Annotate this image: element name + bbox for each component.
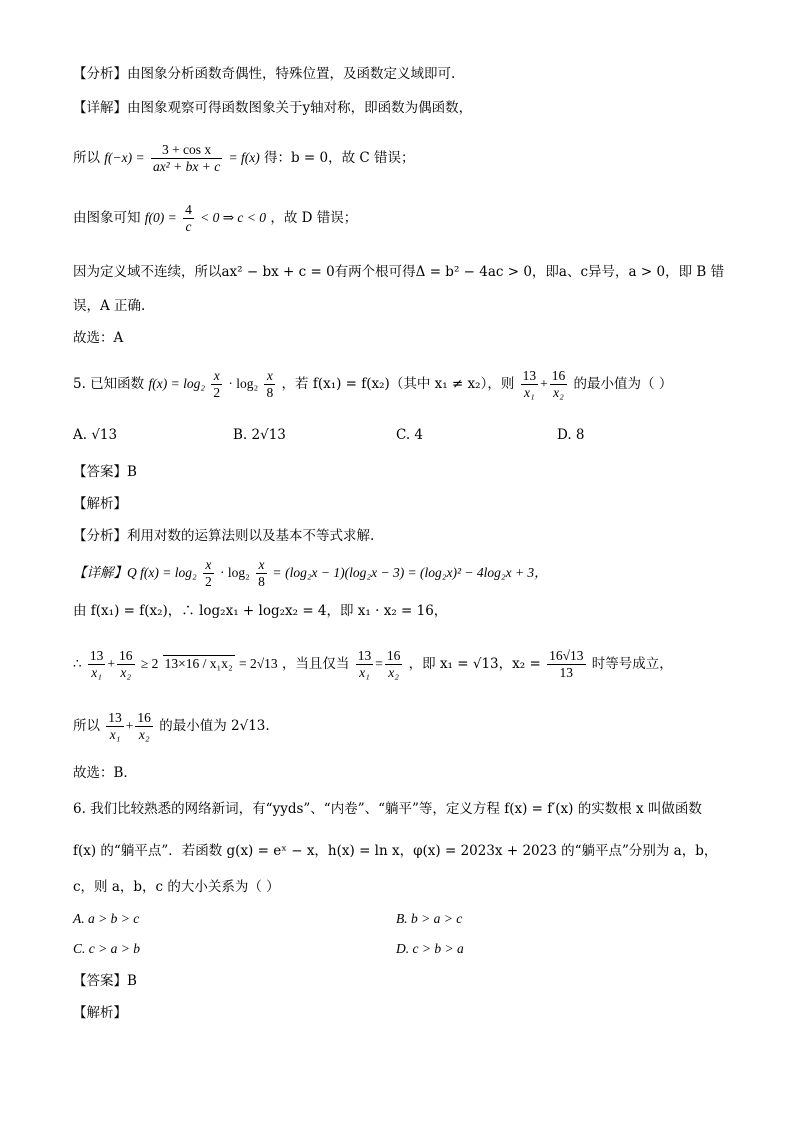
fraction-numerator: 16 [119, 648, 133, 663]
fraction-denominator: 13 [559, 665, 574, 680]
fraction-13-x1 [521, 368, 539, 401]
option-5c[interactable]: C. 4 [396, 427, 424, 443]
fraction-denominator: x₂ [138, 727, 150, 742]
analysis-5: 【分析】利用对数的运算法则以及基本不等式求解. [73, 528, 375, 544]
fraction-16-x2 [117, 648, 135, 681]
text-prefix: 所以 [73, 150, 100, 166]
formula-feq: = f(x) [228, 150, 260, 165]
geq-sign: ≥ 2 [140, 656, 159, 671]
text-suffix: 的最小值为 2√13. [159, 718, 270, 734]
fraction-16-x2 [385, 648, 403, 681]
fraction-denominator: x₁ [109, 727, 121, 742]
fraction-numerator: x [211, 368, 222, 385]
fraction-numerator: 3 + cos x [151, 142, 222, 159]
text-suffix: 得：b = 0，故 C 错误； [264, 150, 415, 166]
solution-header-5: 【解析】 [73, 496, 127, 512]
line-analysis-4: 【分析】由图象分析函数奇偶性，特殊位置，及函数定义域即可. [73, 66, 456, 82]
fraction-denominator: 2 [204, 574, 212, 589]
fraction-denominator: 8 [266, 385, 274, 400]
fraction-denominator: x₂ [553, 385, 564, 400]
fraction-cos [151, 142, 222, 175]
fraction-x-2 [203, 557, 214, 590]
text-suffix: ，故 D 错误； [270, 210, 358, 226]
fraction-16-x2 [135, 710, 153, 743]
fraction-numerator: 16 [137, 710, 151, 725]
fraction-denominator: ax² + bx + c [152, 159, 221, 174]
fraction-denominator: c [185, 219, 192, 234]
fraction-13-x1 [356, 648, 374, 681]
fraction-denominator: x₁ [91, 665, 102, 680]
formula-f0-post: < 0 ⇒ c < 0 [200, 210, 267, 225]
fraction-16sqrt13-13 [547, 648, 585, 681]
line-formula-fneg [73, 138, 415, 178]
question-5 [73, 364, 672, 404]
option-6b[interactable]: B. b > a > c [396, 911, 463, 926]
fraction-denominator: x₁ [359, 665, 370, 680]
text-prefix: 所以 [73, 718, 100, 734]
fraction-numerator: 13 [89, 648, 104, 663]
fraction-numerator: x [264, 368, 275, 385]
fraction-x-2 [211, 368, 222, 401]
fraction-denominator: x₂ [120, 665, 132, 680]
text-equality: 时等号成立， [591, 656, 673, 672]
question-prefix: 5. 已知函数 [73, 376, 145, 392]
line-inequality [73, 642, 673, 686]
question-6-line-1: 6. 我们比较熟悉的网络新词，有“yyds”、“内卷”、“躺平”等，定义方程 f(x) = f′(x) 的实数根 x 叫做函数 [73, 801, 702, 817]
sqrt-expression: 13×16 / x₁x₂ [164, 656, 233, 671]
fraction-numerator: x [203, 557, 214, 574]
equals-2sqrt13: = 2√13 [238, 656, 278, 671]
formula-dotlog: · log₂ [228, 376, 259, 391]
fraction-denominator: 2 [213, 385, 221, 400]
option-6d[interactable]: D. c > b > a [396, 941, 464, 956]
formula-fneg: f(−x) = [104, 150, 145, 165]
option-5a[interactable]: A. √13 [73, 427, 118, 443]
fraction-numerator: 16√13 [549, 648, 584, 663]
text-values: ，即 x₁ = √13，x₂ = [408, 656, 541, 672]
plus-sign: + [107, 656, 116, 671]
formula-dotlog: · log₂ [220, 565, 250, 580]
formula-detail-pre: 【详解】Q f(x) = log₂ [73, 565, 197, 580]
formula-f0: f(0) = [144, 210, 177, 225]
fraction-numerator: 16 [386, 648, 401, 663]
detail-5 [73, 553, 548, 593]
plus-sign: + [540, 376, 548, 391]
plus-sign: + [125, 718, 134, 733]
fraction-13-x1 [106, 710, 124, 743]
line-detail-4: 【详解】由图象观察可得函数图象关于y轴对称，即函数为偶函数， [73, 100, 473, 116]
question-mid: ，若 f(x₁) = f(x₂)（其中 x₁ ≠ x₂），则 [281, 376, 515, 392]
fraction-x-8 [256, 557, 267, 590]
line-conclusion: 误，A 正确. [73, 298, 146, 314]
fraction-13-x1 [88, 648, 106, 681]
option-5b[interactable]: B. 2√13 [233, 427, 286, 443]
line-domain: 因为定义域不连续，所以ax² − bx + c = 0有两个根可得Δ = b² − 4ac > 0，即a、c异号，a > 0，即 B 错 [73, 264, 725, 280]
line-product: 由 f(x₁) = f(x₂)，∴ log₂x₁ + log₂x₂ = 4，即 x₁ · x₂ = 16， [73, 603, 448, 619]
question-6-line-3: c，则 a，b，c 的大小关系为（ ） [73, 879, 280, 895]
question-suffix: 的最小值为（ ） [573, 376, 673, 392]
fraction-numerator: 13 [357, 648, 372, 663]
fraction-4c [183, 202, 194, 235]
line-choice-4: 故选：A [73, 330, 124, 346]
line-minimum [73, 706, 270, 746]
answer-6: 【答案】B [73, 973, 137, 989]
fraction-denominator: 8 [258, 574, 265, 589]
option-5d[interactable]: D. 8 [557, 427, 585, 443]
fraction-denominator: x₁ [524, 385, 535, 400]
answer-5: 【答案】B [73, 464, 137, 480]
fraction-numerator: 13 [108, 710, 122, 725]
fraction-numerator: x [256, 557, 267, 574]
fraction-numerator: 13 [522, 368, 537, 383]
text-iff: ，当且仅当 [281, 656, 350, 672]
fraction-x-8 [264, 368, 275, 401]
therefore-sign: ∴ [73, 656, 82, 671]
formula-fx: f(x) = log₂ [148, 376, 206, 391]
fraction-denominator: x₂ [388, 665, 399, 680]
choice-5: 故选：B． [73, 765, 137, 781]
equals-sign: = [273, 565, 281, 580]
line-formula-f0 [73, 198, 357, 238]
question-6-line-2: f(x) 的“躺平点”．若函数 g(x) = eˣ − x，h(x) = ln x，φ(x) = 2023x + 2023 的“躺平点”分别为 a，b， [73, 843, 718, 859]
option-6c[interactable]: C. c > a > b [73, 941, 140, 956]
fraction-16-x2 [550, 368, 568, 401]
text-prefix: 由图象可知 [73, 210, 141, 226]
fraction-numerator: 16 [551, 368, 566, 383]
solution-header-6: 【解析】 [73, 1005, 127, 1021]
option-6a[interactable]: A. a > b > c [73, 911, 140, 926]
fraction-numerator: 4 [185, 202, 192, 217]
formula-detail-post: (log₂x − 1)(log₂x − 3) = (log₂x)² − 4log₂x + 3， [285, 565, 548, 580]
equals-sign: = [375, 656, 383, 671]
